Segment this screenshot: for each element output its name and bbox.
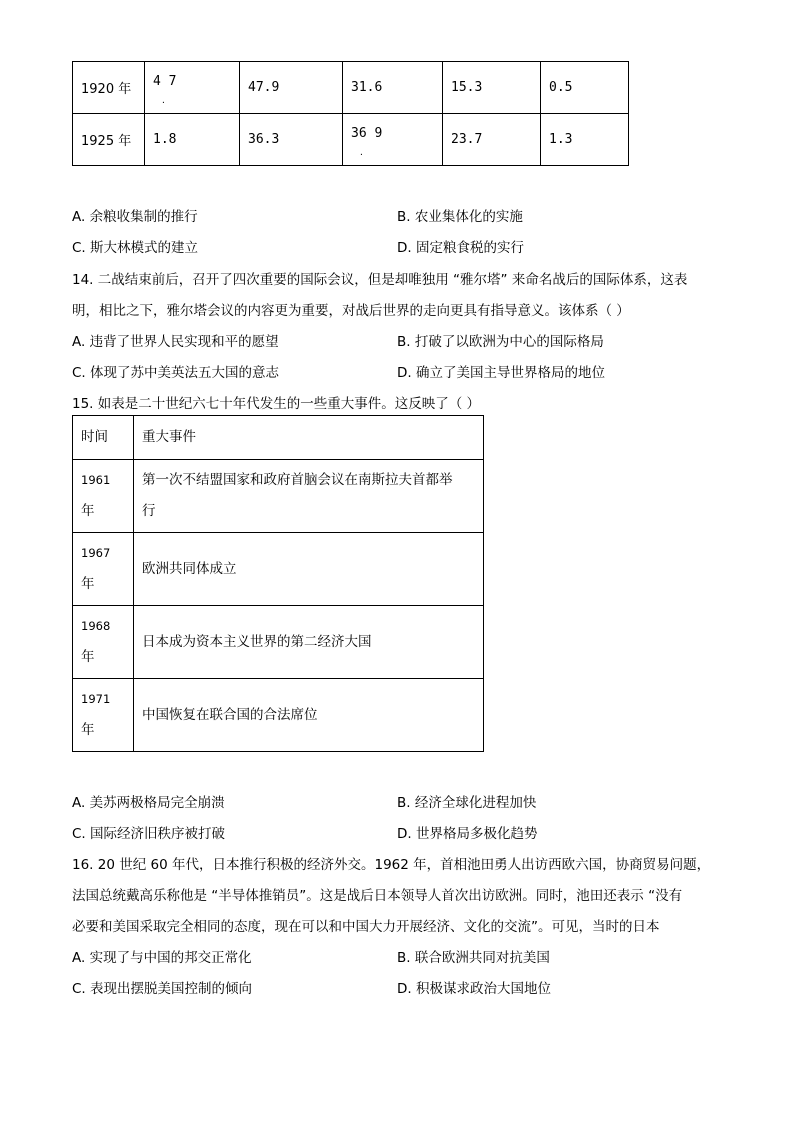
value-cell: 36.3 [240, 114, 343, 166]
value-cell: 47.9 [240, 62, 343, 114]
q15-stem: 15. 如表是二十世纪六七十年代发生的一些重大事件。这反映了（ ） [72, 396, 481, 412]
q15-option-a: A. 美苏两极格局完全崩溃 [72, 795, 225, 811]
value-cell: 31.6 [343, 62, 443, 114]
q14-option-c: C. 体现了苏中美英法五大国的意志 [72, 365, 280, 381]
table-row [73, 533, 484, 606]
value-dot: . [161, 96, 166, 105]
header-event: 重大事件 [134, 416, 484, 460]
year-suffix: 年 [81, 576, 95, 592]
value-cell [343, 114, 443, 166]
q16-stem-line1: 16. 20 世纪 60 年代，日本推行积极的经济外交。1962 年，首相池田勇人出访西欧六国，协商贸易问题， [72, 857, 711, 873]
year-suffix: 年 [81, 503, 95, 519]
year-cell [73, 460, 134, 533]
year-cell [73, 679, 134, 752]
q16-stem-line3: 必要和美国采取完全相同的态度，现在可以和中国大力开展经济、文化的交流”。可见，当时的日本 [72, 919, 660, 935]
event-line2: 行 [142, 503, 156, 519]
table-row [73, 606, 484, 679]
year-cell: 1925 年 [73, 114, 145, 166]
q13-option-d: D. 固定粮食税的实行 [397, 240, 524, 256]
year-number: 1968 [81, 619, 111, 633]
q16-option-d: D. 积极谋求政治大国地位 [397, 981, 551, 997]
value-cell: 15.3 [443, 62, 541, 114]
value-cell: 23.7 [443, 114, 541, 166]
year-suffix: 年 [81, 722, 95, 738]
event-cell: 中国恢复在联合国的合法席位 [134, 679, 484, 752]
q13-option-b: B. 农业集体化的实施 [397, 209, 523, 225]
event-cell: 欧洲共同体成立 [134, 533, 484, 606]
q14-option-a: A. 违背了世界人民实现和平的愿望 [72, 334, 279, 350]
event-line1: 第一次不结盟国家和政府首脑会议在南斯拉夫首都举 [142, 472, 453, 488]
value-cell: 0.5 [541, 62, 629, 114]
value-cell [145, 62, 240, 114]
q14-stem-line2: 明，相比之下，雅尔塔会议的内容更为重要，对战后世界的走向更具有指导意义。该体系（ ） [72, 303, 630, 319]
value-cell: 1.3 [541, 114, 629, 166]
table-row [73, 460, 484, 533]
year-cell [73, 606, 134, 679]
q16-option-c: C. 表现出摆脱美国控制的倾向 [72, 981, 253, 997]
data-table [72, 61, 629, 166]
year-number: 1961 [81, 473, 111, 487]
value-text: 36 9 [351, 126, 383, 141]
table-header-row [73, 416, 484, 460]
q16-option-b: B. 联合欧洲共同对抗美国 [397, 950, 550, 966]
q13-option-c: C. 斯大林模式的建立 [72, 240, 199, 256]
table-row [73, 679, 484, 752]
q14-option-d: D. 确立了美国主导世界格局的地位 [397, 365, 605, 381]
year-cell [73, 533, 134, 606]
value-cell: 1.8 [145, 114, 240, 166]
year-suffix: 年 [81, 649, 95, 665]
q15-option-d: D. 世界格局多极化趋势 [397, 826, 538, 842]
event-cell: 日本成为资本主义世界的第二经济大国 [134, 606, 484, 679]
events-table [72, 415, 484, 752]
table-row [73, 114, 629, 166]
table-row [73, 62, 629, 114]
event-cell [134, 460, 484, 533]
q15-option-b: B. 经济全球化进程加快 [397, 795, 537, 811]
value-dot: . [359, 148, 364, 157]
value-text: 4 7 [153, 74, 177, 89]
q13-option-a: A. 余粮收集制的推行 [72, 209, 198, 225]
year-number: 1967 [81, 546, 111, 560]
q14-option-b: B. 打破了以欧洲为中心的国际格局 [397, 334, 604, 350]
q16-stem-line2: 法国总统戴高乐称他是 “半导体推销员”。这是战后日本领导人首次出访欧洲。同时，池田还表示 “没有 [72, 888, 683, 904]
year-cell: 1920 年 [73, 62, 145, 114]
q15-option-c: C. 国际经济旧秩序被打破 [72, 826, 226, 842]
q16-option-a: A. 实现了与中国的邦交正常化 [72, 950, 252, 966]
year-number: 1971 [81, 692, 111, 706]
q14-stem-line1: 14. 二战结束前后，召开了四次重要的国际会议，但是却唯独用 “雅尔塔” 来命名战后的国际体系，这表 [72, 272, 688, 288]
header-time: 时间 [73, 416, 134, 460]
